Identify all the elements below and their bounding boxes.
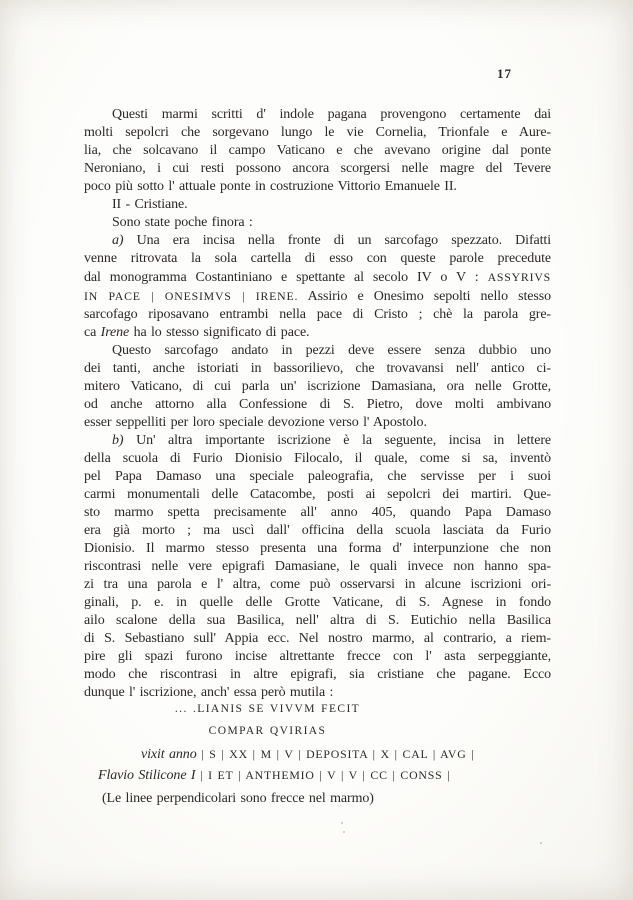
inscription-body [84, 744, 551, 786]
inscription-note [84, 790, 551, 808]
italic-run: Irene [100, 325, 130, 340]
page-number: 17 [497, 66, 512, 81]
text-run: dei tanti, anche istoriati in bassorilievo, che trovavansi nell' antico ci- [84, 361, 551, 376]
paragraph-intro [84, 106, 551, 196]
text-run: Sono state poche finora : [112, 215, 253, 230]
text-line [84, 214, 551, 232]
text-run: Neroniano, i cui resti possono ancora scorgersi nelle magre del Tevere [84, 161, 551, 176]
text-line [84, 306, 551, 324]
text-run: lia, che solcavano il campo Vaticano e che avevano origine dal ponte [84, 143, 551, 158]
text-line [84, 522, 551, 540]
text-run: sto marmo spetta precisamente all' anno 405, quando Papa Damaso [84, 505, 551, 520]
text-run: Dionisio. Il marmo stesso presenta una forma d' interpunzione che non [84, 541, 551, 556]
text-line [84, 250, 551, 268]
text-run: Assirio e Onesimo sepolti nello stesso [298, 289, 551, 304]
text-line [84, 504, 551, 522]
smallcaps-run: ... .LIANIS SE VIVVM FECIT [174, 703, 361, 715]
text-line [84, 342, 551, 360]
text-run: II - Cristiane. [112, 197, 188, 212]
italic-run: vixit anno [141, 747, 197, 762]
text-line [84, 106, 551, 124]
text-line [84, 160, 551, 178]
text-run: di S. Sebastiano sull' Appia ecc. Nel nostro marmo, al contrario, a riem- [84, 631, 551, 646]
text-line [84, 268, 551, 287]
text-line [84, 287, 551, 306]
text-run: od anche attorno alla Confessione di S. Pietro, dove molti ambivano [84, 397, 551, 412]
text-line [84, 630, 551, 648]
text-run: Un' altra importante iscrizione è la seguente, incisa in lettere [123, 433, 551, 448]
text-run: esser seppelliti per loro speciale devozione verso l' Apostolo. [84, 415, 427, 430]
paragraph-a [84, 232, 551, 342]
line-ii-cristiane [84, 196, 551, 214]
text-run: molti sepolcri che sorgevano lungo le vie Cornelia, Trionfale e Aure- [84, 125, 551, 140]
text-run: sarcofago riposavano entrambi nella pace di Cristo ; chè la parola gre- [84, 307, 551, 322]
paragraph-sarcofago [84, 342, 551, 432]
line-sono-state [84, 214, 551, 232]
text-line [84, 324, 551, 342]
italic-run: a) [112, 233, 124, 248]
text-run: poco più sotto l' attuale ponte in costruzione Vittorio Emanuele II. [84, 179, 457, 194]
text-line [84, 790, 551, 808]
smallcaps-run: ASSYRIVS [487, 270, 551, 284]
text-run: dal monogramma Costantiniano e spettante al secolo IV o V : [84, 270, 488, 285]
text-line [84, 378, 551, 396]
smallcaps-run: IN PACE | ONESIMVS | IRENE. [84, 289, 299, 303]
text-line [84, 432, 551, 450]
smallcaps-run: | I ET | ANTHEMIO | V | V | CC | CONSS | [195, 768, 451, 782]
text-line [84, 594, 551, 612]
text-run: Questo sarcofago andato in pezzi deve essere senza dubbio uno [112, 343, 551, 358]
text-run: pire gli spazi furono incise altrettante frecce con l' asta serpeggiante, [84, 649, 551, 664]
text-line [84, 486, 551, 504]
text-line [84, 468, 551, 486]
paragraph-b [84, 432, 551, 702]
italic-run: b) [112, 433, 124, 448]
italic-run: Flavio Stilicone I [98, 768, 196, 783]
text-run: riscontrasi nelle vere epigrafi Damasiane, le quali invece non hanno spa- [84, 559, 551, 574]
text-line [84, 178, 551, 196]
text-run: della scuola di Furio Dionisio Filocalo, il quale, come si sa, inventò [84, 451, 551, 466]
text-run: Una era incisa nella fronte di un sarcofago spezzato. Difatti [123, 233, 551, 248]
text-run: ailo scalone della sua Basilica, nell' altra di S. Eutichio nella Basilica [84, 613, 551, 628]
scan-speck [341, 822, 343, 824]
scan-speck [343, 831, 345, 833]
text-run: pel Papa Damaso una speciale paleografia, che servisse per i suoi [84, 469, 551, 484]
text-line [84, 196, 551, 214]
text-run: ca [84, 325, 101, 340]
text-line [84, 666, 551, 684]
text-line [84, 396, 551, 414]
text-run: carmi monumentali delle Catacombe, posti ai sepolcri dei martiri. Que- [84, 487, 551, 502]
text-run: era già morto ; ma uscì dall' officina della scuola lasciata da Furio [84, 523, 551, 538]
text-line [84, 414, 551, 432]
text-run: ha lo stesso significato di pace. [129, 325, 310, 340]
text-run: ginali, p. e. in quelle delle Grotte Vaticane, di S. Agnese in fondo [84, 595, 551, 610]
smallcaps-run: COMPAR QVIRIAS [208, 725, 327, 737]
text-line [84, 612, 551, 630]
text-line [84, 720, 451, 742]
inscription-heading [84, 698, 551, 742]
page-body [84, 106, 551, 808]
scan-speck [540, 842, 542, 844]
text-run: Questi marmi scritti d' indole pagana provengono certamente dai [112, 107, 551, 122]
text-run: zi tra una parola e l' altra, come può osservarsi in alcune iscrizioni ori- [84, 577, 551, 592]
text-line [84, 450, 551, 468]
text-line [84, 558, 551, 576]
text-line [84, 648, 551, 666]
text-line [84, 232, 551, 250]
text-line [84, 540, 551, 558]
text-line [84, 360, 551, 378]
text-line [84, 765, 551, 786]
text-run: modo che riscontrasi in altre epigrafi, sia cristiane che pagane. Ecco [84, 667, 551, 682]
text-line [84, 124, 551, 142]
text-run: venne ritrovata la sola cartella di esso con queste parole precedute [84, 251, 551, 266]
text-line [84, 576, 551, 594]
text-line [84, 142, 551, 160]
text-run: dunque l' iscrizione, anch' essa però mutila : [84, 685, 334, 700]
text-run: mitero Vaticano, di cui parla un' iscrizione Damasiana, ora nelle Grotte, [84, 379, 551, 394]
text-run: (Le linee perpendicolari sono frecce nel marmo) [102, 791, 374, 806]
text-line [84, 744, 551, 765]
smallcaps-run: | S | XX | M | V | DEPOSITA | X | CAL | AVG | [196, 747, 475, 761]
